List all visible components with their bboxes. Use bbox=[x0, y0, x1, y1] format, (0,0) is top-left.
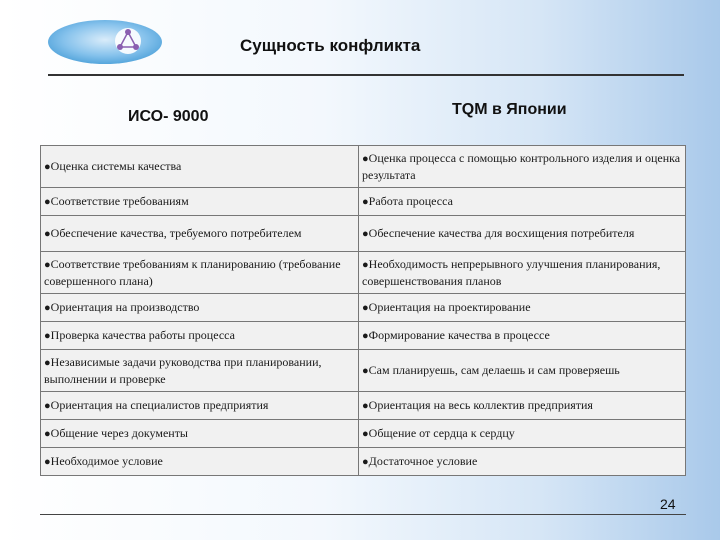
footer-divider bbox=[40, 514, 686, 515]
cell-text: Обеспечение качества, требуемого потребителем bbox=[50, 225, 302, 240]
iso-cell bbox=[41, 448, 359, 476]
table-row bbox=[41, 216, 686, 252]
column-heading-iso9000: ИСО- 9000 bbox=[128, 108, 209, 125]
page-number: 24 bbox=[660, 496, 676, 512]
tqm-cell bbox=[359, 350, 686, 392]
iso-cell bbox=[41, 294, 359, 322]
bullet-icon: ● bbox=[44, 427, 51, 440]
column-heading-tqm: TQM в Японии bbox=[452, 101, 567, 118]
bullet-icon: ● bbox=[362, 195, 369, 208]
bullet-icon: ● bbox=[44, 160, 51, 173]
table-row bbox=[41, 420, 686, 448]
tqm-cell bbox=[359, 146, 686, 188]
table-row bbox=[41, 350, 686, 392]
iso-cell bbox=[41, 252, 359, 294]
bullet-icon: ● bbox=[362, 152, 369, 165]
cell-text: Необходимое условие bbox=[50, 453, 163, 468]
bullet-icon: ● bbox=[44, 227, 51, 240]
tqm-cell bbox=[359, 420, 686, 448]
tqm-cell bbox=[359, 322, 686, 350]
iso-cell bbox=[41, 146, 359, 188]
cell-text: Формирование качества в процессе bbox=[368, 327, 550, 342]
cell-text: Соответствие требованиям bbox=[50, 193, 189, 208]
title-divider bbox=[48, 74, 684, 76]
bullet-icon: ● bbox=[44, 399, 51, 412]
bullet-icon: ● bbox=[362, 399, 369, 412]
logo-icon bbox=[46, 18, 164, 66]
bullet-icon: ● bbox=[44, 329, 51, 342]
cell-text: Работа процесса bbox=[368, 193, 453, 208]
bullet-icon: ● bbox=[44, 301, 51, 314]
bullet-icon: ● bbox=[362, 427, 369, 440]
table-row bbox=[41, 392, 686, 420]
tqm-cell bbox=[359, 252, 686, 294]
bullet-icon: ● bbox=[362, 455, 369, 468]
table-row bbox=[41, 294, 686, 322]
tqm-cell bbox=[359, 216, 686, 252]
iso-cell bbox=[41, 420, 359, 448]
comparison-table bbox=[40, 145, 686, 476]
bullet-icon: ● bbox=[362, 329, 369, 342]
bullet-icon: ● bbox=[44, 258, 51, 271]
bullet-icon: ● bbox=[362, 301, 369, 314]
table-row bbox=[41, 188, 686, 216]
table-row bbox=[41, 448, 686, 476]
cell-text: Независимые задачи руководства при планировании, выполнении и проверке bbox=[44, 354, 322, 386]
cell-text: Ориентация на проектирование bbox=[368, 299, 531, 314]
tqm-cell bbox=[359, 294, 686, 322]
table-row bbox=[41, 146, 686, 188]
cell-text: Достаточное условие bbox=[368, 453, 478, 468]
tqm-cell bbox=[359, 448, 686, 476]
tqm-cell bbox=[359, 392, 686, 420]
tqm-cell bbox=[359, 188, 686, 216]
cell-text: Сам планируешь, сам делаешь и сам проверяешь bbox=[368, 362, 620, 377]
bullet-icon: ● bbox=[362, 364, 369, 377]
iso-cell bbox=[41, 322, 359, 350]
page-title: Сущность конфликта bbox=[240, 36, 421, 55]
bullet-icon: ● bbox=[362, 227, 369, 240]
iso-cell bbox=[41, 392, 359, 420]
cell-text: Соответствие требованиям к планированию (требование совершенного плана) bbox=[44, 256, 341, 288]
cell-text: Оценка процесса с помощью контрольного изделия и оценка результата bbox=[362, 150, 681, 182]
table-row bbox=[41, 252, 686, 294]
cell-text: Общение от сердца к сердцу bbox=[368, 425, 515, 440]
bullet-icon: ● bbox=[362, 258, 369, 271]
cell-text: Общение через документы bbox=[50, 425, 188, 440]
cell-text: Ориентация на специалистов предприятия bbox=[50, 397, 269, 412]
table-row bbox=[41, 322, 686, 350]
cell-text: Проверка качества работы процесса bbox=[50, 327, 235, 342]
bullet-icon: ● bbox=[44, 356, 51, 369]
cell-text: Ориентация на производство bbox=[50, 299, 200, 314]
bullet-icon: ● bbox=[44, 455, 51, 468]
bullet-icon: ● bbox=[44, 195, 51, 208]
iso-cell bbox=[41, 188, 359, 216]
iso-cell bbox=[41, 350, 359, 392]
iso-cell bbox=[41, 216, 359, 252]
cell-text: Оценка системы качества bbox=[50, 158, 182, 173]
cell-text: Ориентация на весь коллектив предприятия bbox=[368, 397, 593, 412]
cell-text: Необходимость непрерывного улучшения планирования, совершенствования планов bbox=[362, 256, 661, 288]
cell-text: Обеспечение качества для восхищения потребителя bbox=[368, 225, 635, 240]
